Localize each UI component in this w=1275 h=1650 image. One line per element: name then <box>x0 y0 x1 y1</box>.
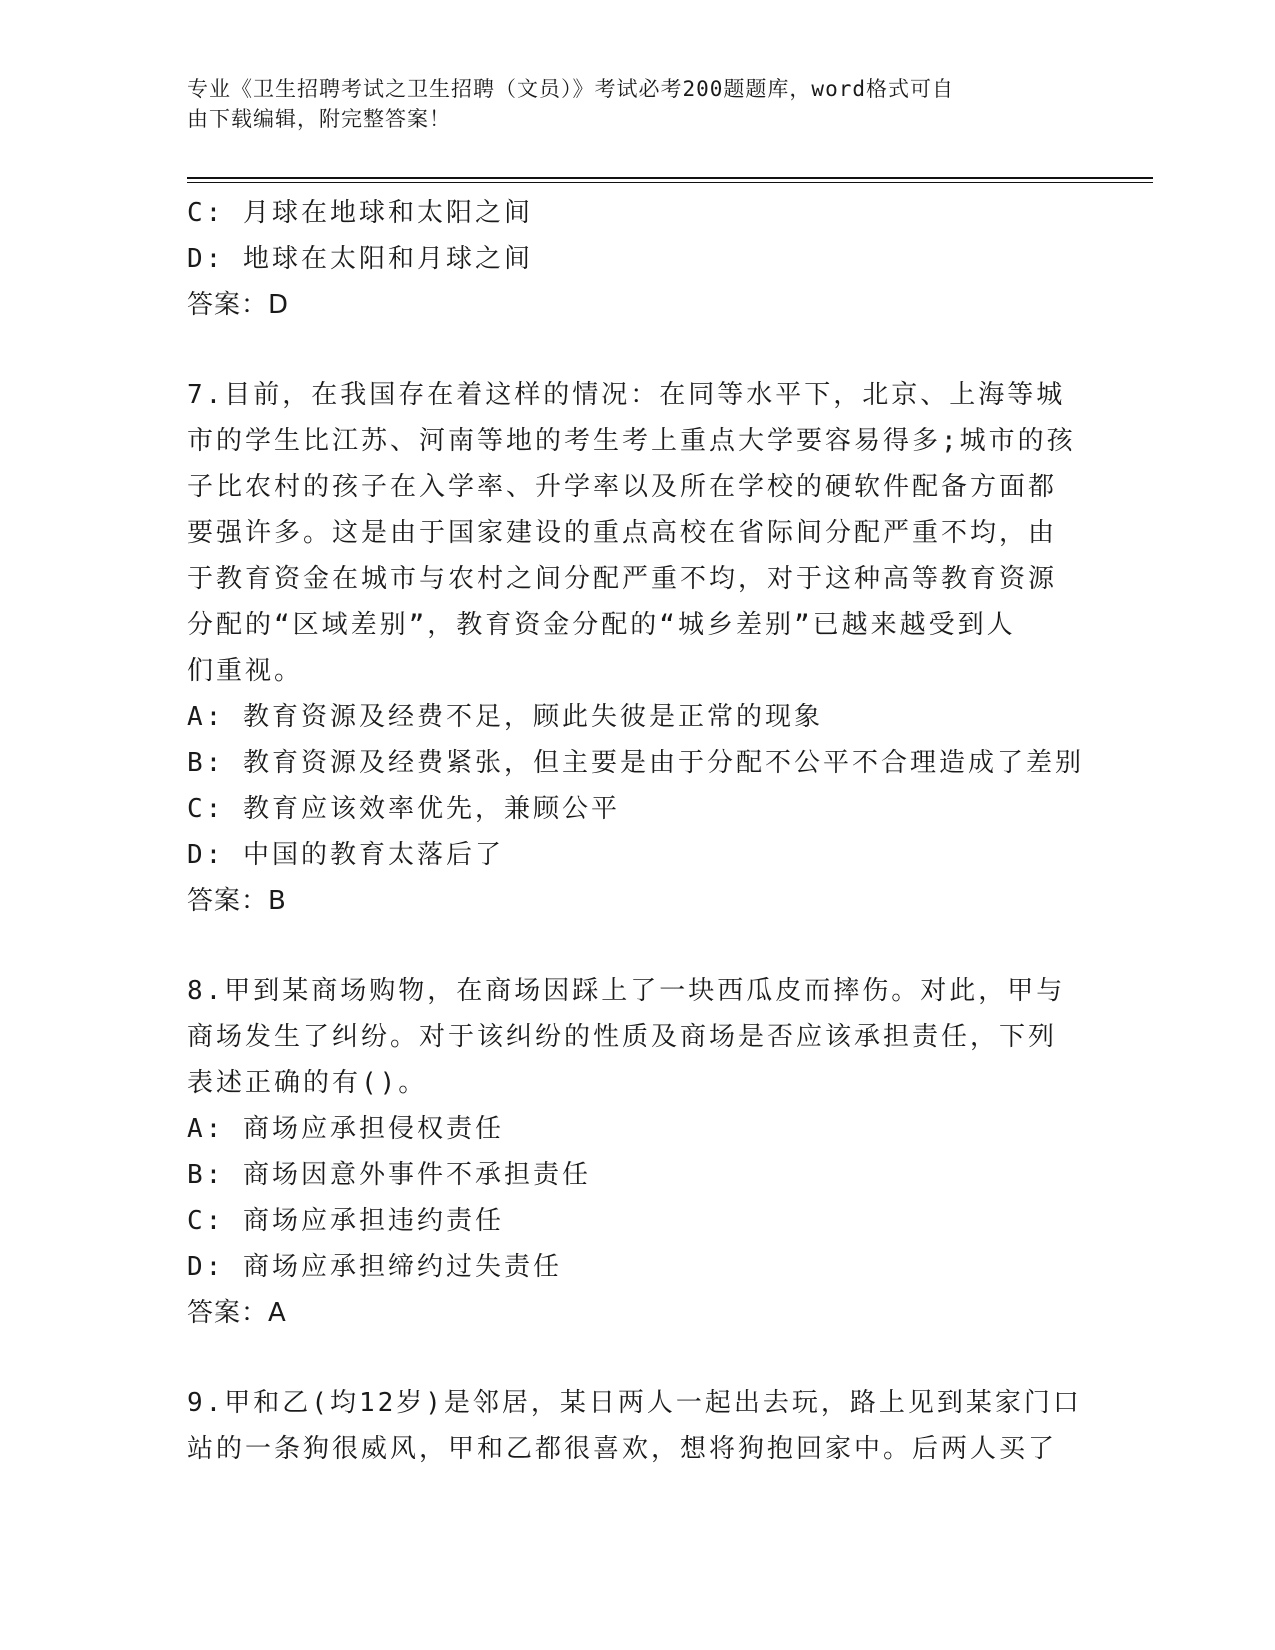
question-9 <box>187 1380 1087 1472</box>
option-c: C: 教育应该效率优先，兼顾公平 <box>187 794 620 824</box>
question-stem-line: 于教育资金在城市与农村之间分配严重不均，对于这种高等教育资源 <box>187 564 1058 594</box>
option-b: B: 教育资源及经费紧张，但主要是由于分配不公平不合理造成了差别 <box>187 748 1084 778</box>
question-stem-line: 市的学生比江苏、河南等地的考生考上重点大学要容易得多;城市的孩 <box>187 426 1076 456</box>
question-stem-line: 分配的“区域差别”，教育资金分配的“城乡差别”已越来越受到人 <box>187 610 1016 640</box>
question-7 <box>187 372 1087 924</box>
option-d: D: 商场应承担缔约过失责任 <box>187 1252 562 1282</box>
question-stem-line: 7.目前，在我国存在着这样的情况：在同等水平下，北京、上海等城 <box>187 380 1066 410</box>
answer-line: 答案：A <box>187 1298 287 1328</box>
spacer <box>187 924 1087 968</box>
question-stem-line: 子比农村的孩子在入学率、升学率以及所在学校的硬软件配备方面都 <box>187 472 1058 502</box>
question-stem-line: 商场发生了纠纷。对于该纠纷的性质及商场是否应该承担责任，下列 <box>187 1022 1058 1052</box>
option-c: C: 月球在地球和太阳之间 <box>187 198 533 228</box>
question-content <box>187 190 1087 1472</box>
question-stem-line: 站的一条狗很威风，甲和乙都很喜欢，想将狗抱回家中。后两人买了 <box>187 1434 1058 1464</box>
answer-line: 答案：D <box>187 290 290 320</box>
header-line-1: 专业《卫生招聘考试之卫生招聘（文员）》考试必考200题题库，word格式可自 <box>187 77 954 101</box>
header-line-2: 由下载编辑，附完整答案！ <box>187 107 451 131</box>
question-stem-line: 9.甲和乙(均12岁)是邻居，某日两人一起出去玩，路上见到某家门口 <box>187 1388 1082 1418</box>
question-stem-line: 8.甲到某商场购物，在商场因踩上了一块西瓜皮而摔伤。对此，甲与 <box>187 976 1066 1006</box>
question-stem-line: 表述正确的有()。 <box>187 1068 428 1098</box>
question-stem-line: 们重视。 <box>187 656 304 686</box>
question-8 <box>187 968 1087 1336</box>
question-stem-line: 要强许多。这是由于国家建设的重点高校在省际间分配严重不均，由 <box>187 518 1058 548</box>
spacer <box>187 328 1087 372</box>
option-d: D: 地球在太阳和月球之间 <box>187 244 533 274</box>
header-divider-thin <box>187 182 1153 183</box>
option-c: C: 商场应承担违约责任 <box>187 1206 504 1236</box>
page-header <box>187 74 1067 134</box>
spacer <box>187 1336 1087 1380</box>
option-a: A: 商场应承担侵权责任 <box>187 1114 504 1144</box>
option-a: A: 教育资源及经费不足，顾此失彼是正常的现象 <box>187 702 823 732</box>
option-d: D: 中国的教育太落后了 <box>187 840 504 870</box>
answer-line: 答案：B <box>187 886 287 916</box>
header-divider-thick <box>187 177 1153 179</box>
option-b: B: 商场因意外事件不承担责任 <box>187 1160 591 1190</box>
question-6-continued <box>187 190 1087 328</box>
